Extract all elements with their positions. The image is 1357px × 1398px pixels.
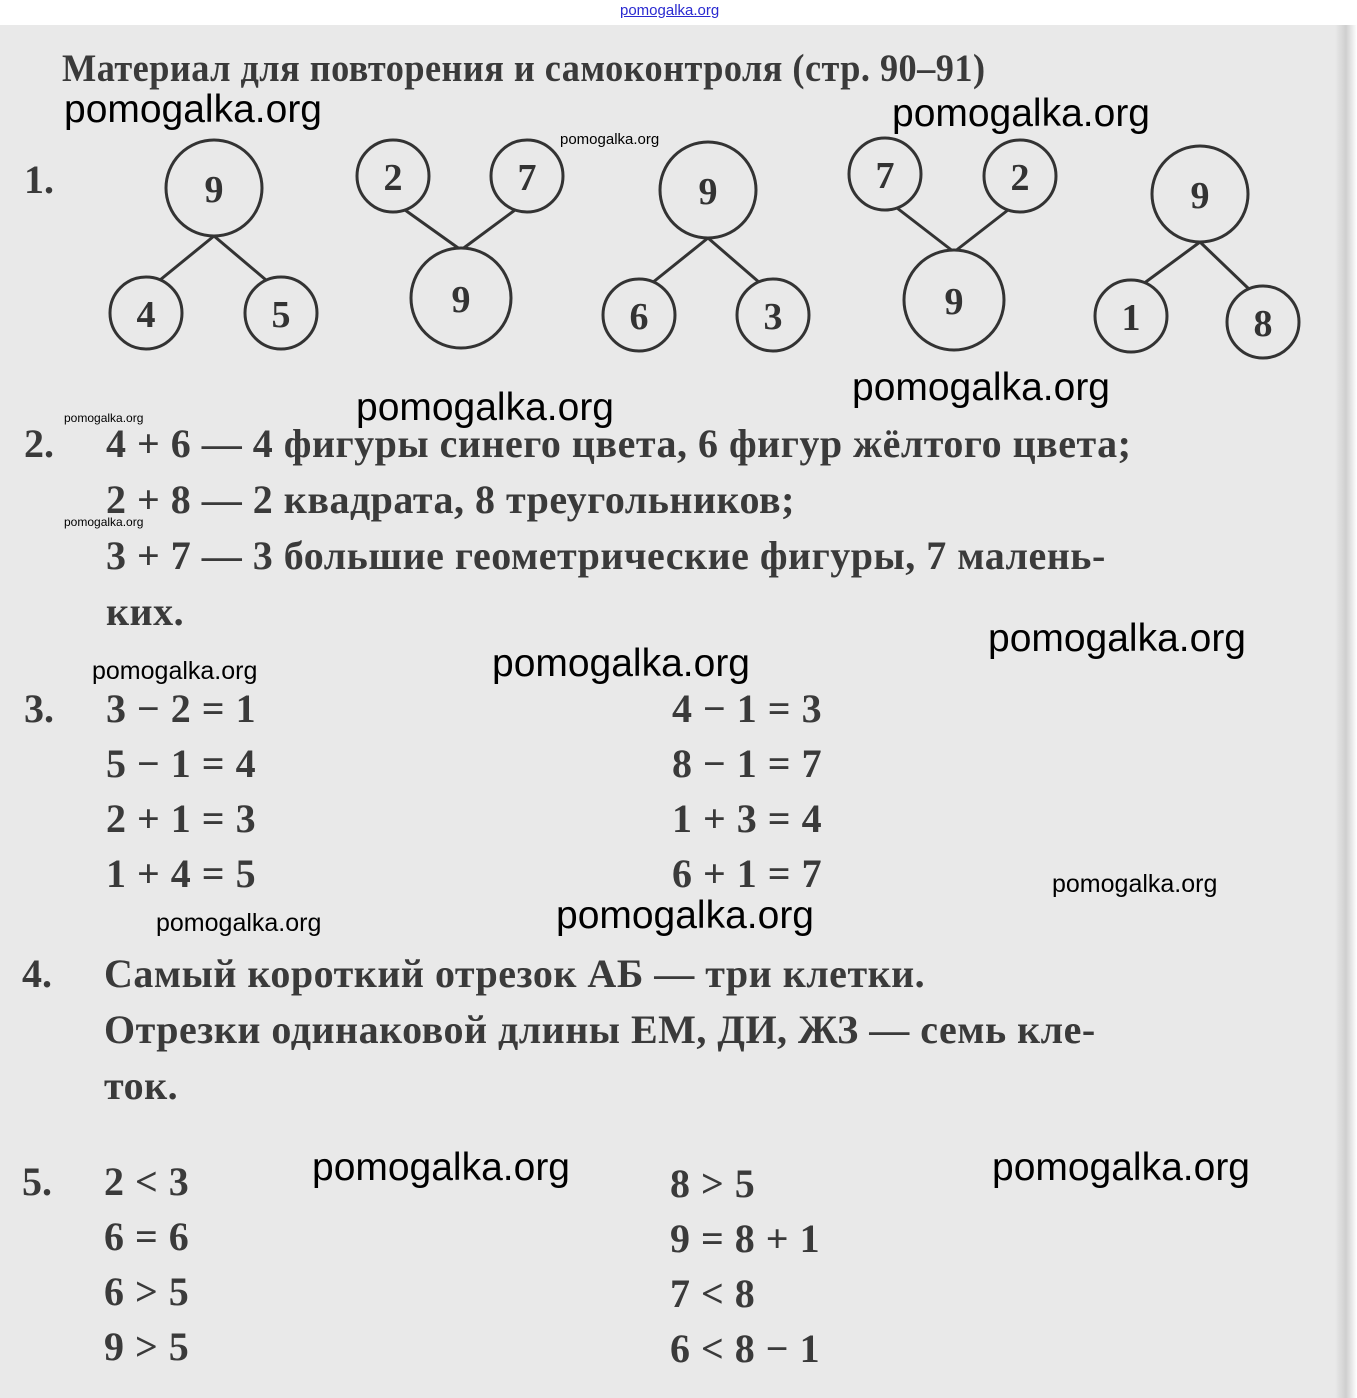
tree-2-whole: 9 <box>451 279 471 321</box>
tree-3-part: 6 <box>629 296 649 338</box>
watermark: pomogalka.org <box>492 642 750 685</box>
tree-2-part: 2 <box>383 157 403 199</box>
equation: 8 − 1 = 7 <box>672 741 823 786</box>
equation: 1 + 3 = 4 <box>672 796 823 841</box>
tree-1-whole: 9 <box>204 169 224 211</box>
watermark: pomogalka.org <box>356 386 614 429</box>
equation: 5 − 1 = 4 <box>106 741 257 786</box>
section-2-number: 2. <box>24 421 54 466</box>
section-2-line: ких. <box>106 589 185 634</box>
watermark: pomogalka.org <box>556 894 814 937</box>
comparison: 9 > 5 <box>104 1324 190 1369</box>
section-4-line: Самый короткий отрезок АБ — три клетки. <box>104 951 926 996</box>
watermark: pomogalka.org <box>64 411 144 425</box>
watermark: pomogalka.org <box>988 617 1246 660</box>
watermark: pomogalka.org <box>852 366 1110 409</box>
tree-4-whole: 9 <box>944 281 964 323</box>
comparison: 7 < 8 <box>670 1271 756 1316</box>
section-4-line: Отрезки одинаковой длины ЕМ, ДИ, ЖЗ — семь кле- <box>104 1007 1096 1052</box>
tree-4-part: 7 <box>875 155 895 197</box>
comparison: 2 < 3 <box>104 1159 190 1204</box>
tree-3-whole: 9 <box>698 171 718 213</box>
section-5-number: 5. <box>22 1159 52 1204</box>
watermark: pomogalka.org <box>1052 870 1218 898</box>
watermark: pomogalka.org <box>312 1146 570 1189</box>
section-2-line: 3 + 7 — 3 большие геометрические фигуры, 7 малень- <box>106 533 1106 578</box>
watermark: pomogalka.org <box>992 1146 1250 1189</box>
watermark: pomogalka.org <box>560 131 660 148</box>
tree-1-part: 4 <box>136 294 156 336</box>
comparison: 8 > 5 <box>670 1161 756 1206</box>
comparison: 9 = 8 + 1 <box>670 1216 821 1261</box>
section-3-number: 3. <box>24 686 54 731</box>
page-title: Материал для повторения и самоконтроля (стр. 90–91) <box>62 47 986 90</box>
section-2-line: 4 + 6 — 4 фигуры синего цвета, 6 фигур жёлтого цвета; <box>106 421 1132 466</box>
tree-5-part: 1 <box>1121 297 1141 339</box>
comparison: 6 = 6 <box>104 1214 190 1259</box>
watermark: pomogalka.org <box>92 657 258 685</box>
tree-5-whole: 9 <box>1190 175 1210 217</box>
number-trees <box>0 0 1357 400</box>
equation: 1 + 4 = 5 <box>106 851 257 896</box>
section-4-number: 4. <box>22 951 52 996</box>
watermark: pomogalka.org <box>156 909 322 937</box>
equation: 4 − 1 = 3 <box>672 686 823 731</box>
watermark: pomogalka.org <box>64 88 322 131</box>
section-1-number: 1. <box>24 157 54 202</box>
watermark: pomogalka.org <box>64 515 144 529</box>
comparison: 6 > 5 <box>104 1269 190 1314</box>
tree-1-part: 5 <box>271 294 291 336</box>
section-4-line: ток. <box>104 1063 179 1108</box>
comparison: 6 < 8 − 1 <box>670 1326 821 1371</box>
section-2-line: 2 + 8 — 2 квадрата, 8 треугольников; <box>106 477 795 522</box>
tree-3-part: 3 <box>763 296 783 338</box>
site-link[interactable]: pomogalka.org <box>620 2 720 19</box>
watermark: pomogalka.org <box>892 92 1150 135</box>
tree-5-part: 8 <box>1253 303 1273 345</box>
tree-2-part: 7 <box>517 157 537 199</box>
equation: 6 + 1 = 7 <box>672 851 823 896</box>
equation: 3 − 2 = 1 <box>106 686 257 731</box>
tree-4-part: 2 <box>1010 157 1030 199</box>
equation: 2 + 1 = 3 <box>106 796 257 841</box>
